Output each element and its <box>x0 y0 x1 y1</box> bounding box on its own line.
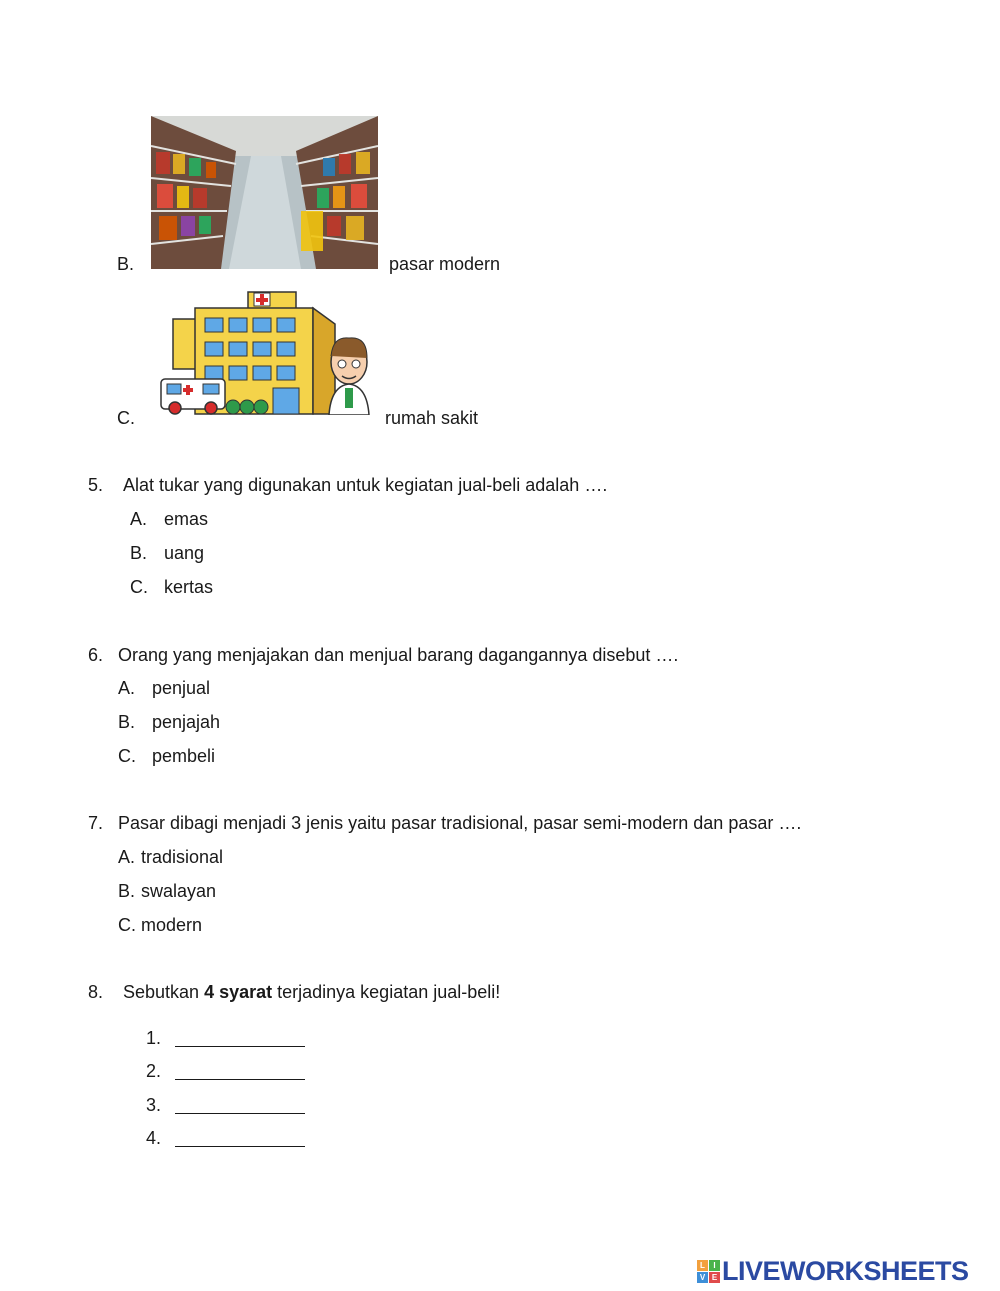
q5-option-c-letter: C. <box>130 577 148 597</box>
question-6-text: Orang yang menjajakan dan menjual barang dagangannya disebut …. <box>118 645 679 665</box>
liveworksheets-logo <box>697 1255 969 1287</box>
q6-option-a-text: penjual <box>152 678 211 698</box>
answer-blank[interactable] <box>175 1128 305 1147</box>
logo-mark-letter: V <box>697 1272 708 1283</box>
answer-line-1[interactable] <box>146 1028 305 1047</box>
q5-option-b-letter: B. <box>130 543 148 563</box>
q6-option-a-letter: A. <box>118 678 136 698</box>
supermarket-aisle-image <box>151 116 378 269</box>
logo-mark-icon <box>697 1260 720 1283</box>
option-c-label: rumah sakit <box>385 408 479 428</box>
q6-option-c-letter: C. <box>118 746 136 766</box>
option-c-letter: C. <box>117 408 135 428</box>
answer-line-number: 4. <box>146 1128 162 1148</box>
question-8-number: 8. <box>88 982 104 1002</box>
q5-option-b-text: uang <box>164 543 205 563</box>
q5-option-c-text: kertas <box>164 577 214 597</box>
q7-option-b-text: swalayan <box>141 881 217 901</box>
answer-blank[interactable] <box>175 1028 305 1047</box>
q7-option-b-letter: B. <box>118 881 136 901</box>
answer-blank[interactable] <box>175 1061 305 1080</box>
option-b-letter: B. <box>117 254 135 274</box>
question-8-text <box>123 983 500 1001</box>
answer-line-4[interactable] <box>146 1128 305 1147</box>
answer-line-3[interactable] <box>146 1095 305 1114</box>
logo-mark-letter: L <box>697 1260 708 1271</box>
hospital-clipart-image <box>153 284 374 415</box>
question-5-number: 5. <box>88 475 104 495</box>
q7-option-c-text: modern <box>141 915 203 935</box>
question-8-text-before: Sebutkan <box>123 982 205 1002</box>
q7-option-a-letter: A. <box>118 847 136 867</box>
answer-line-number: 3. <box>146 1095 162 1115</box>
answer-blank[interactable] <box>175 1095 305 1114</box>
logo-mark-letter: I <box>709 1260 720 1271</box>
question-5-text: Alat tukar yang digunakan untuk kegiatan jual-beli adalah …. <box>123 475 608 495</box>
q6-option-b-text: penjajah <box>152 712 221 732</box>
answer-line-2[interactable] <box>146 1061 305 1080</box>
question-8-text-bold: 4 syarat <box>204 982 273 1002</box>
q5-option-a-text: emas <box>164 509 209 529</box>
question-6-number: 6. <box>88 645 104 665</box>
question-7-text: Pasar dibagi menjadi 3 jenis yaitu pasar tradisional, pasar semi-modern dan pasar …. <box>118 813 802 833</box>
q7-option-a-text: tradisional <box>141 847 224 867</box>
question-8-text-after: terjadinya kegiatan jual-beli! <box>272 982 501 1002</box>
q5-option-a-letter: A. <box>130 509 148 529</box>
option-b-label: pasar modern <box>389 254 501 274</box>
answer-line-number: 2. <box>146 1061 162 1081</box>
q6-option-c-text: pembeli <box>152 746 216 766</box>
question-7-number: 7. <box>88 813 104 833</box>
q6-option-b-letter: B. <box>118 712 136 732</box>
logo-mark-letter: E <box>709 1272 720 1283</box>
logo-text: LIVEWORKSHEETS <box>722 1255 969 1286</box>
answer-line-number: 1. <box>146 1028 162 1048</box>
q7-option-c-letter: C. <box>118 915 136 935</box>
